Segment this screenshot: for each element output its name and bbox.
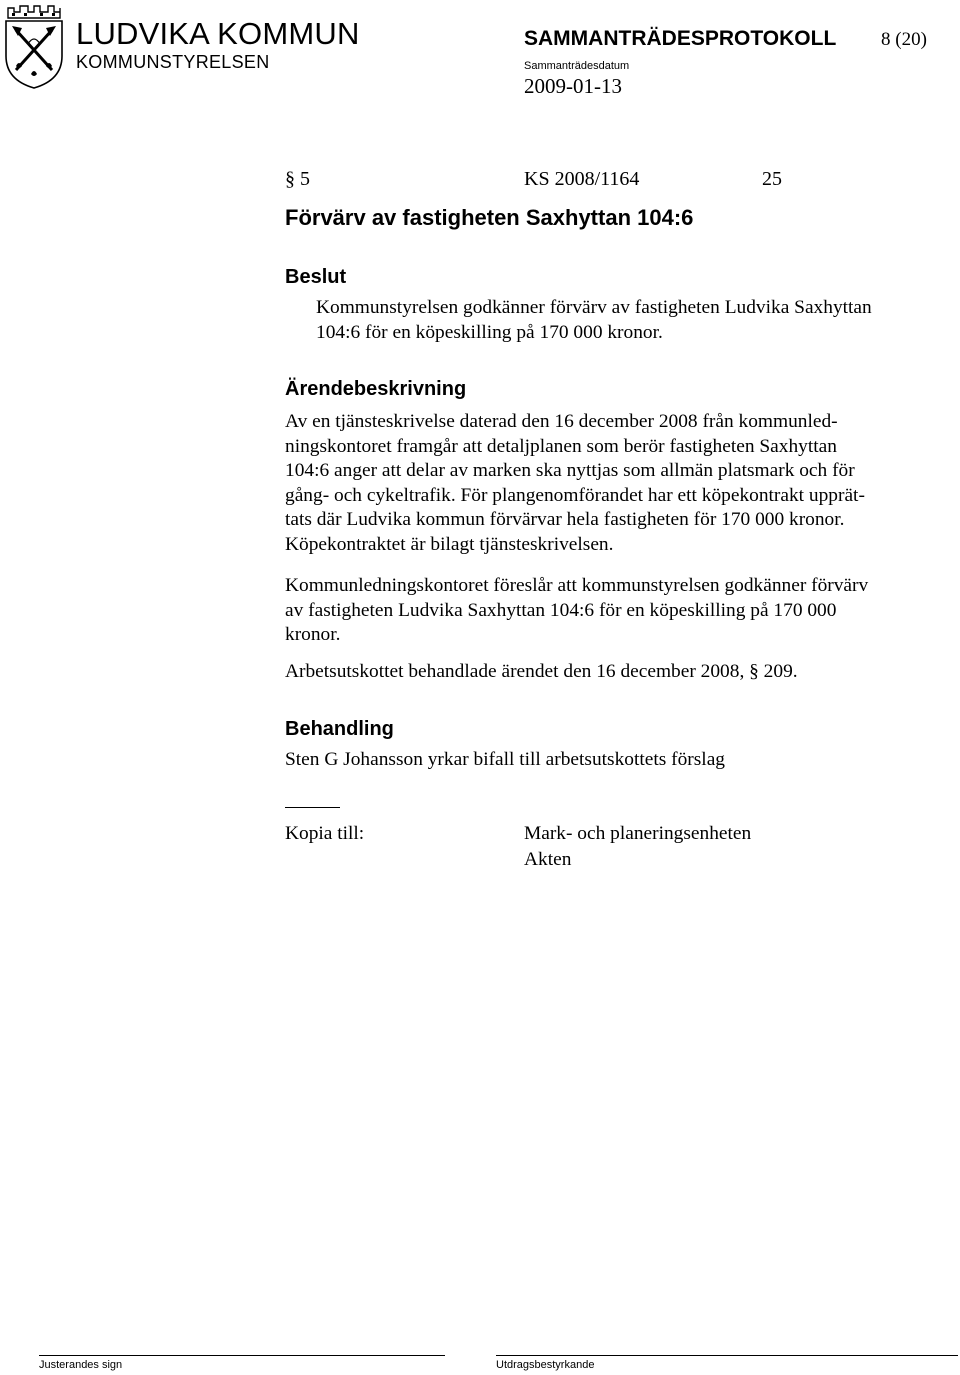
divider bbox=[285, 807, 340, 808]
decision-heading: Beslut bbox=[285, 266, 347, 288]
signature-line bbox=[39, 1355, 445, 1356]
organization-name: LUDVIKA KOMMUN bbox=[76, 16, 360, 51]
text-line: Arbetsutskottet behandlade ärendet den 16 december 2008, § 209. bbox=[285, 661, 798, 682]
text-line: Av en tjänsteskrivelse daterad den 16 december 2008 från kommunled- bbox=[285, 411, 838, 432]
text-line: Kommunstyrelsen godkänner förvärv av fastigheten Ludvika Saxhyttan bbox=[316, 297, 872, 318]
case-description-paragraph bbox=[285, 410, 955, 558]
meeting-date-label: Sammanträdesdatum bbox=[524, 60, 630, 72]
text-line: Sten G Johansson yrkar bifall till arbetsutskottets förslag bbox=[285, 749, 725, 770]
copy-to-label: Kopia till: bbox=[285, 823, 365, 844]
text-line: ningskontoret framgår att detaljplanen som berör fastigheten Saxhyttan bbox=[285, 435, 837, 457]
text-line: Köpekontraktet är bilagt tjänsteskrivelsen. bbox=[285, 533, 614, 555]
page-number: 8 (20) bbox=[881, 29, 927, 50]
handling-heading: Behandling bbox=[285, 718, 394, 740]
case-paragraph-number: § 5 bbox=[285, 168, 310, 190]
case-number: 25 bbox=[762, 168, 782, 190]
recipient-item: Mark- och planeringsenheten bbox=[524, 823, 752, 844]
text-line: Kommunledningskontoret föreslår att kommunstyrelsen godkänner förvärv bbox=[285, 575, 869, 596]
copy-recipients bbox=[524, 821, 751, 873]
recipient-item: Akten bbox=[524, 849, 572, 870]
case-description-heading: Ärendebeskrivning bbox=[285, 378, 467, 400]
handling-text bbox=[285, 748, 955, 773]
text-line: kronor. bbox=[285, 624, 341, 646]
text-line: av fastigheten Ludvika Saxhyttan 104:6 för en köpeskilling på 170 000 bbox=[285, 599, 837, 621]
text-line: gång- och cykeltrafik. För plangenomförandet har ett köpekontrakt upprät- bbox=[285, 484, 865, 506]
case-title: Förvärv av fastigheten Saxhyttan 104:6 bbox=[285, 205, 694, 230]
decision-text bbox=[316, 296, 956, 345]
organization-department: KOMMUNSTYRELSEN bbox=[76, 52, 270, 72]
municipal-coat-of-arms-icon bbox=[2, 4, 66, 90]
adjuster-signature-label: Justerandes sign bbox=[39, 1359, 123, 1371]
text-line: tats där Ludvika kommun förvärvar hela fastigheten för 170 000 kronor. bbox=[285, 509, 845, 531]
signature-line bbox=[496, 1355, 958, 1356]
case-id: KS 2008/1164 bbox=[524, 168, 640, 190]
committee-note bbox=[285, 660, 955, 685]
meeting-date: 2009-01-13 bbox=[524, 74, 622, 98]
text-line: 104:6 anger att delar av marken ska nyttjas som allmän platsmark och för bbox=[285, 460, 855, 482]
proposal-paragraph bbox=[285, 574, 955, 648]
text-line: 104:6 för en köpeskilling på 170 000 kronor. bbox=[316, 321, 663, 343]
document-type: SAMMANTRÄDESPROTOKOLL bbox=[524, 27, 837, 50]
extract-certification-label: Utdragsbestyrkande bbox=[496, 1359, 595, 1371]
